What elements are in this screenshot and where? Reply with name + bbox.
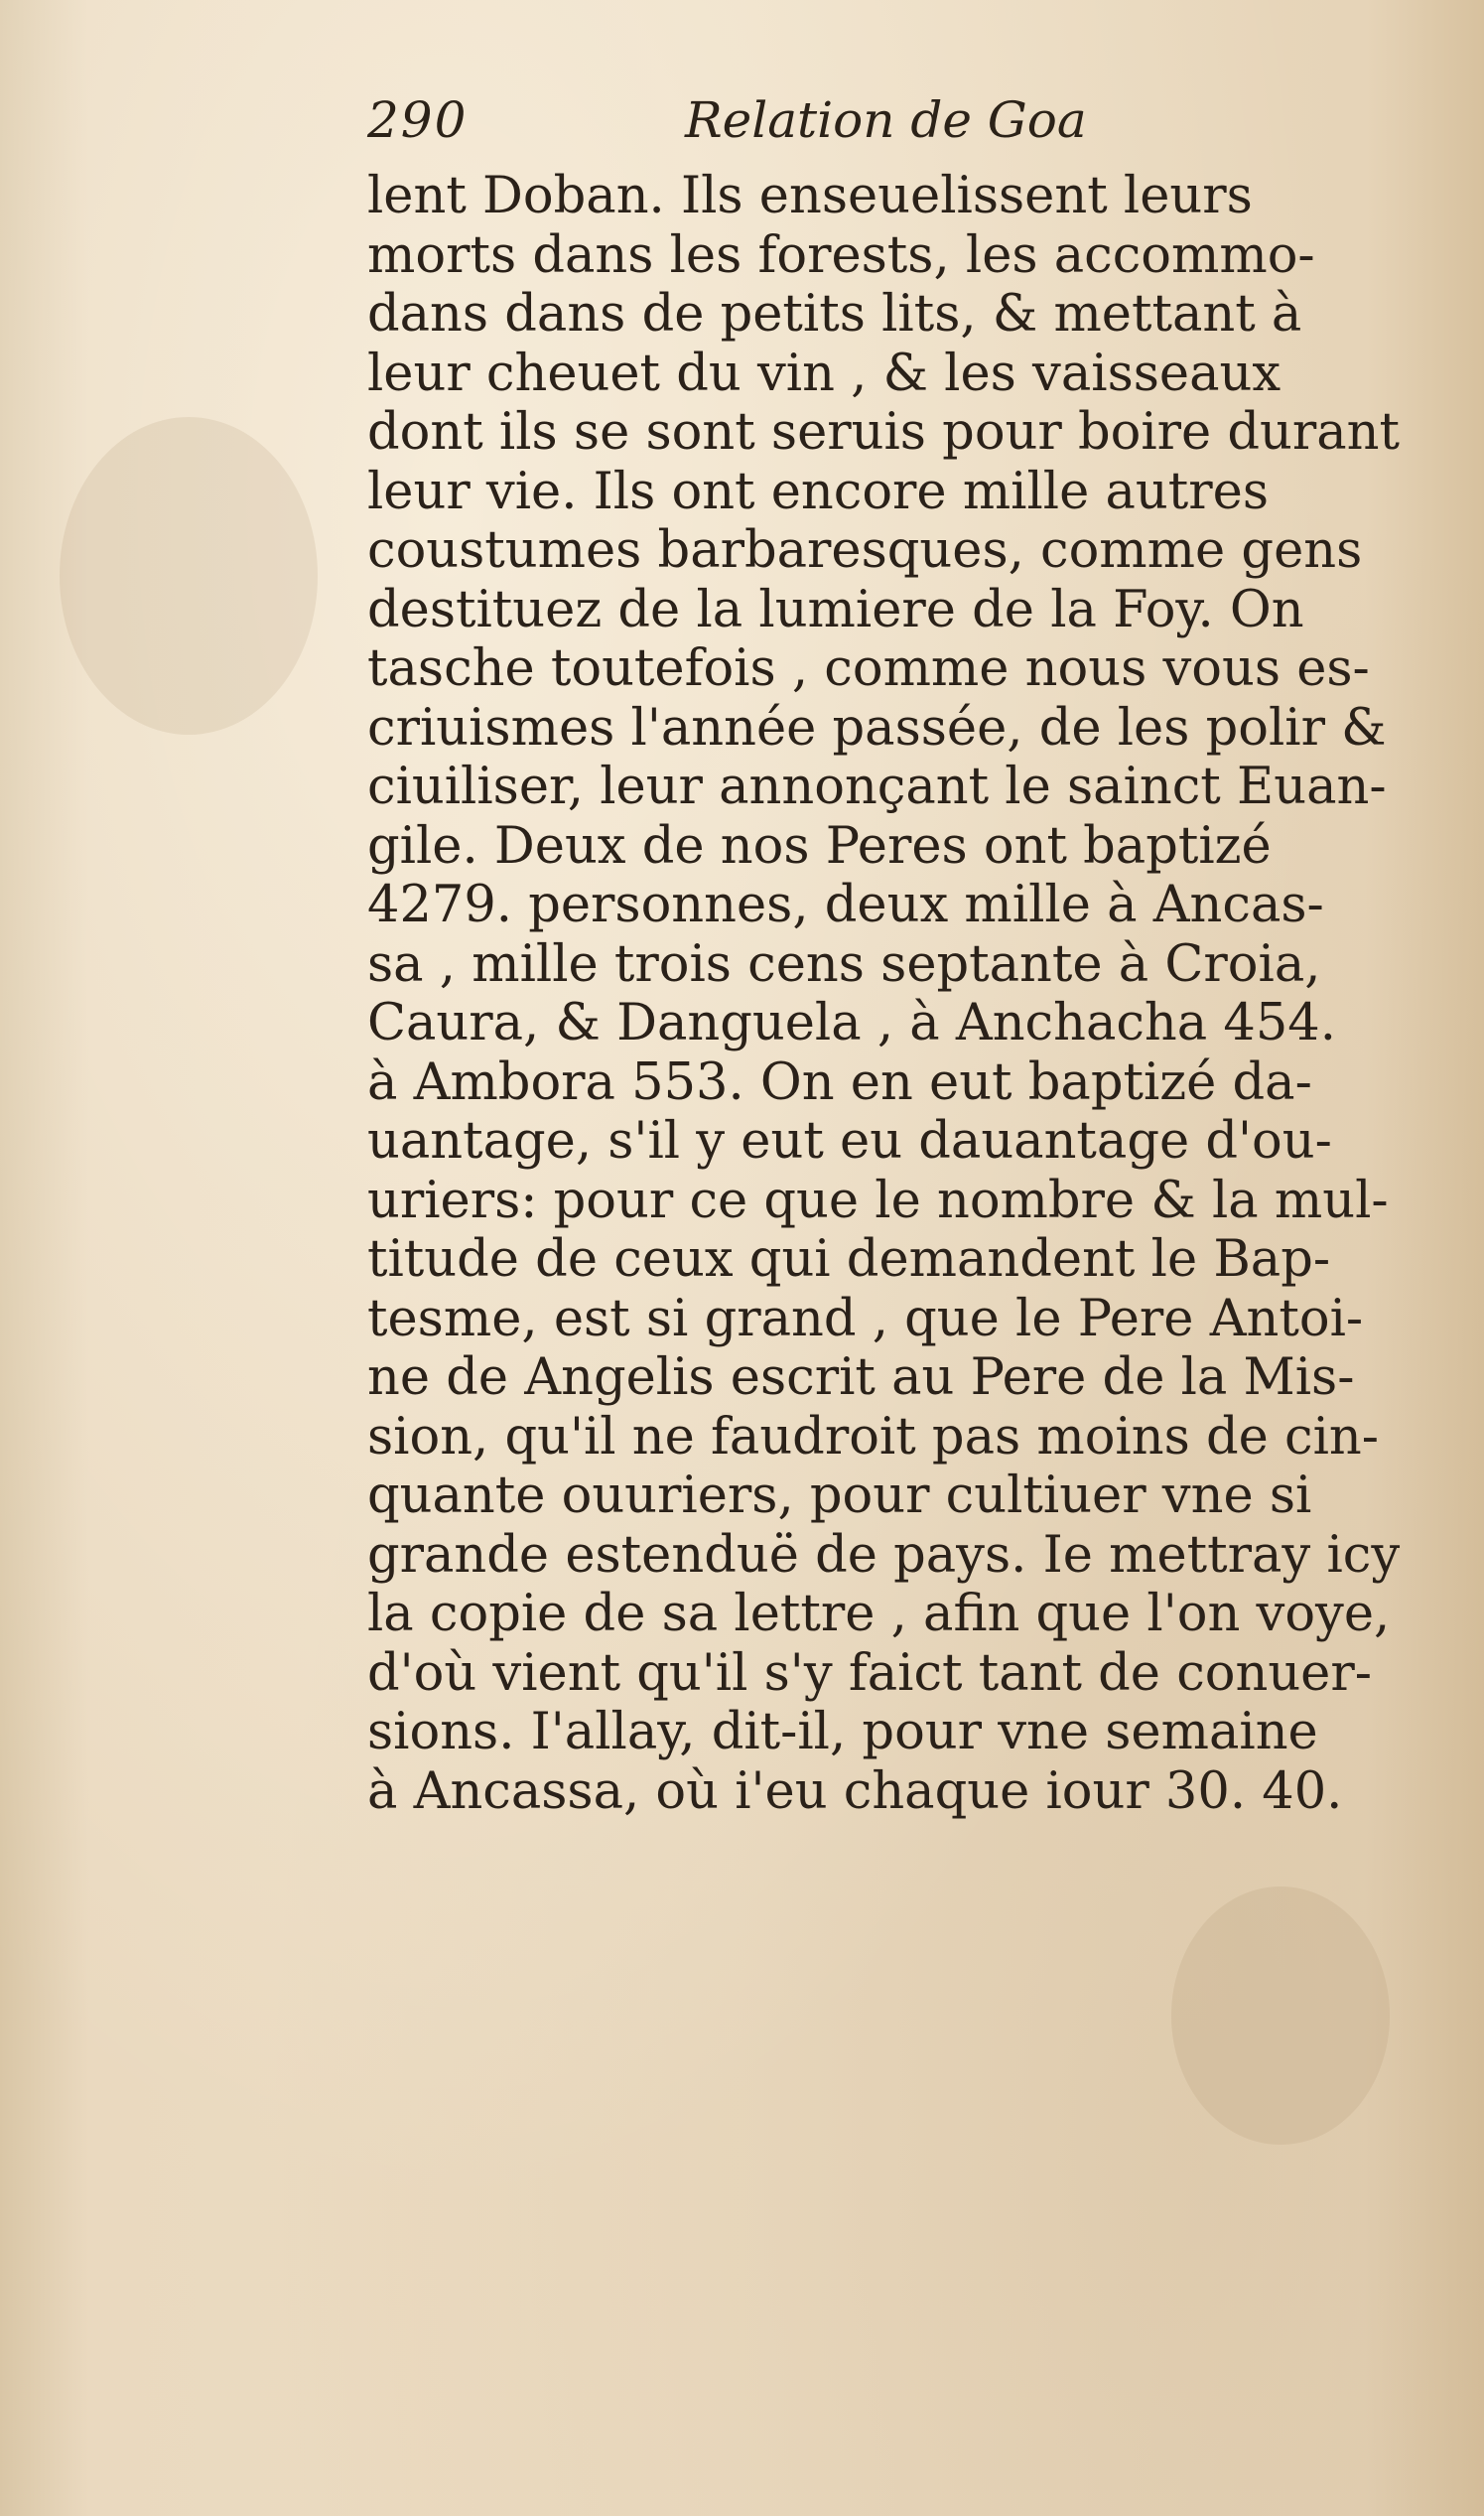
text-line: titude de ceux qui demandent le Bap- [367, 1230, 1331, 1289]
body-text [367, 167, 1459, 1821]
page-header [367, 91, 1122, 171]
text-line: sa , mille trois cens septante à Croia, [367, 934, 1321, 994]
paper-stain [60, 417, 318, 735]
text-line: leur vie. Ils ont encore mille autres [367, 462, 1269, 521]
text-line: uriers: pour ce que le nombre & la mul- [367, 1171, 1389, 1230]
text-line: morts dans les forests, les accommo- [367, 225, 1315, 285]
text-line: la copie de sa lettre , afin que l'on voye, [367, 1585, 1391, 1643]
text-line: ciuiliser, leur annonçant le sainct Euan- [367, 758, 1387, 816]
text-line: à Ancassa, où i'eu chaque iour 30. 40. [367, 1761, 1343, 1821]
text-line: criuismes l'année passée, de les polir & [367, 698, 1387, 758]
running-title: Relation de Goa [685, 91, 1087, 149]
text-line: quante ouuriers, pour cultiuer vne si [367, 1467, 1312, 1525]
text-line: tesme, est si grand , que le Pere Antoi- [367, 1289, 1364, 1348]
text-line: coustumes barbaresques, comme gens [367, 521, 1363, 580]
paper-stain [1171, 1887, 1390, 2145]
text-line: destituez de la lumiere de la Foy. On [367, 580, 1304, 639]
text-line: Caura, & Danguela , à Anchacha 454. [367, 994, 1336, 1052]
text-line: uantage, s'il y eut eu dauantage d'ou- [367, 1112, 1332, 1171]
text-line: ne de Angelis escrit au Pere de la Mis- [367, 1348, 1355, 1407]
text-line: sion, qu'il ne faudroit pas moins de cin- [367, 1407, 1379, 1467]
text-line: sions. I'allay, dit-il, pour vne semaine [367, 1703, 1318, 1761]
text-line: leur cheuet du vin , & les vaisseaux [367, 344, 1282, 403]
text-line: d'où vient qu'il s'y faict tant de conuer- [367, 1643, 1372, 1703]
text-line: grande estenduë de pays. Ie mettray icy [367, 1525, 1401, 1585]
text-line: dont ils se sont seruis pour boire durant [367, 403, 1401, 462]
text-line: 4279. personnes, deux mille à Ancas- [367, 876, 1324, 934]
page-number: 290 [367, 91, 469, 149]
text-line: gile. Deux de nos Peres ont baptizé [367, 816, 1272, 876]
text-line: lent Doban. Ils enseuelissent leurs [367, 167, 1253, 225]
text-line: tasche toutefois , comme nous vous es- [367, 639, 1370, 698]
text-line: dans dans de petits lits, & mettant à [367, 285, 1302, 344]
text-line: à Ambora 553. On en eut baptizé da- [367, 1052, 1312, 1112]
